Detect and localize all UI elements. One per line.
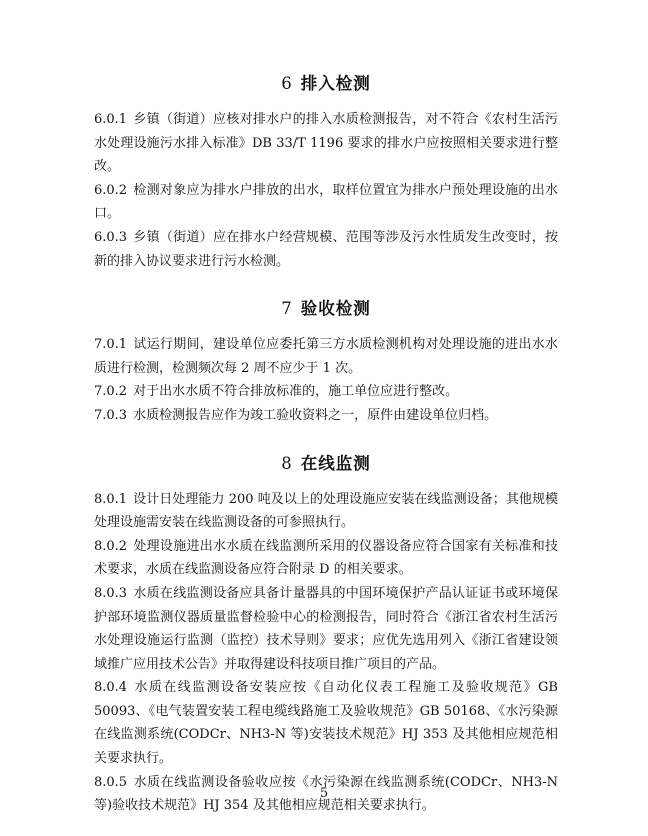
clause-number: 8.0.2 bbox=[94, 538, 128, 554]
section-number: 6 bbox=[281, 74, 293, 93]
clause-paragraph bbox=[94, 582, 558, 676]
clause-paragraph bbox=[94, 535, 558, 582]
clause-paragraph bbox=[94, 488, 558, 535]
section-number: 7 bbox=[281, 299, 293, 319]
clause-text: 水质在线监测设备安装应按《自动化仪表工程施工及验收规范》GB 50093、《电气装置安装工程电缆线路施工及验收规范》GB 50168、《水污染源在线监测系统(CODCr、NH3-N 等)安装技术规范》HJ 353 及其他相应规范相关要求执行。 bbox=[94, 680, 558, 767]
clause-text: 对于出水水质不符合排放标准的，施工单位应进行整改。 bbox=[133, 384, 459, 400]
clause-number: 8.0.3 bbox=[94, 585, 128, 601]
clause-text: 水质在线监测设备应具备计量器具的中国环境保护产品认证证书或环境保护部环境监测仪器质量监督检验中心的检测报告，同时符合《浙江省农村生活污水处理设施运行监测（监控）技术导则》要求；应优先选用列入《浙江省建设领域推广应用技术公告》并取得建设科技项目推广项目的产品。 bbox=[94, 585, 558, 672]
section-title: 验收检测 bbox=[300, 299, 371, 319]
clause-text: 乡镇（街道）应核对排水户的排入水质检测报告，对不符合《农村生活污水处理设施污水排入标准》DB 33/T 1196 要求的排水户应按照相关要求进行整改。 bbox=[94, 112, 558, 175]
clause-text: 检测对象应为排水户排放的出水，取样位置宜为排水户预处理设施的出水口。 bbox=[94, 182, 558, 222]
clause-paragraph bbox=[94, 108, 558, 179]
clause-paragraph bbox=[94, 179, 558, 226]
section-heading bbox=[94, 295, 558, 323]
clause-text: 水质在线监测设备验收应按《水污染源在线监测系统(CODCr、NH3-N 等)验收技术规范》HJ 354 及其他相应规范相关要求执行。 bbox=[94, 774, 558, 814]
clause-number: 6.0.1 bbox=[94, 112, 128, 127]
clause-number: 7.0.3 bbox=[94, 407, 128, 423]
clause-number: 6.0.2 bbox=[94, 182, 128, 198]
page-content bbox=[94, 62, 558, 818]
clause-text: 水质检测报告应作为竣工验收资料之一，原件由建设单位归档。 bbox=[133, 407, 498, 423]
clause-number: 8.0.1 bbox=[94, 491, 128, 507]
clause-number: 7.0.1 bbox=[94, 337, 128, 353]
clause-paragraph bbox=[94, 676, 558, 770]
section-number: 8 bbox=[281, 453, 293, 473]
clause-paragraph bbox=[94, 380, 558, 404]
clause-paragraph bbox=[94, 404, 558, 428]
clause-text: 设计日处理能力 200 吨及以上的处理设施应安装在线监测设备；其他规模处理设施需安装在线监测设备的可参照执行。 bbox=[94, 491, 558, 531]
clause-number: 8.0.4 bbox=[94, 680, 128, 696]
clause-text: 乡镇（街道）应在排水户经营规模、范围等涉及污水性质发生改变时，按新的排入协议要求进行污水检测。 bbox=[94, 229, 558, 269]
clause-paragraph bbox=[94, 226, 558, 273]
section-title: 排入检测 bbox=[300, 74, 371, 93]
section-title: 在线监测 bbox=[300, 453, 371, 473]
page-number: 5 bbox=[319, 786, 329, 801]
clause-text: 试运行期间，建设单位应委托第三方水质检测机构对处理设施的进出水水质进行检测，检测频次每 2 周不应少于 1 次。 bbox=[94, 337, 558, 376]
clause-paragraph bbox=[94, 333, 558, 380]
section-heading bbox=[94, 70, 558, 98]
clause-number: 6.0.3 bbox=[94, 229, 128, 245]
clause-text: 处理设施进出水水质在线监测所采用的仪器设备应符合国家有关标准和技术要求，水质在线监测设备应符合附录 D 的相关要求。 bbox=[94, 538, 558, 578]
clause-number: 7.0.2 bbox=[94, 384, 128, 400]
clause-number: 8.0.5 bbox=[94, 774, 128, 790]
section-heading bbox=[94, 450, 558, 478]
